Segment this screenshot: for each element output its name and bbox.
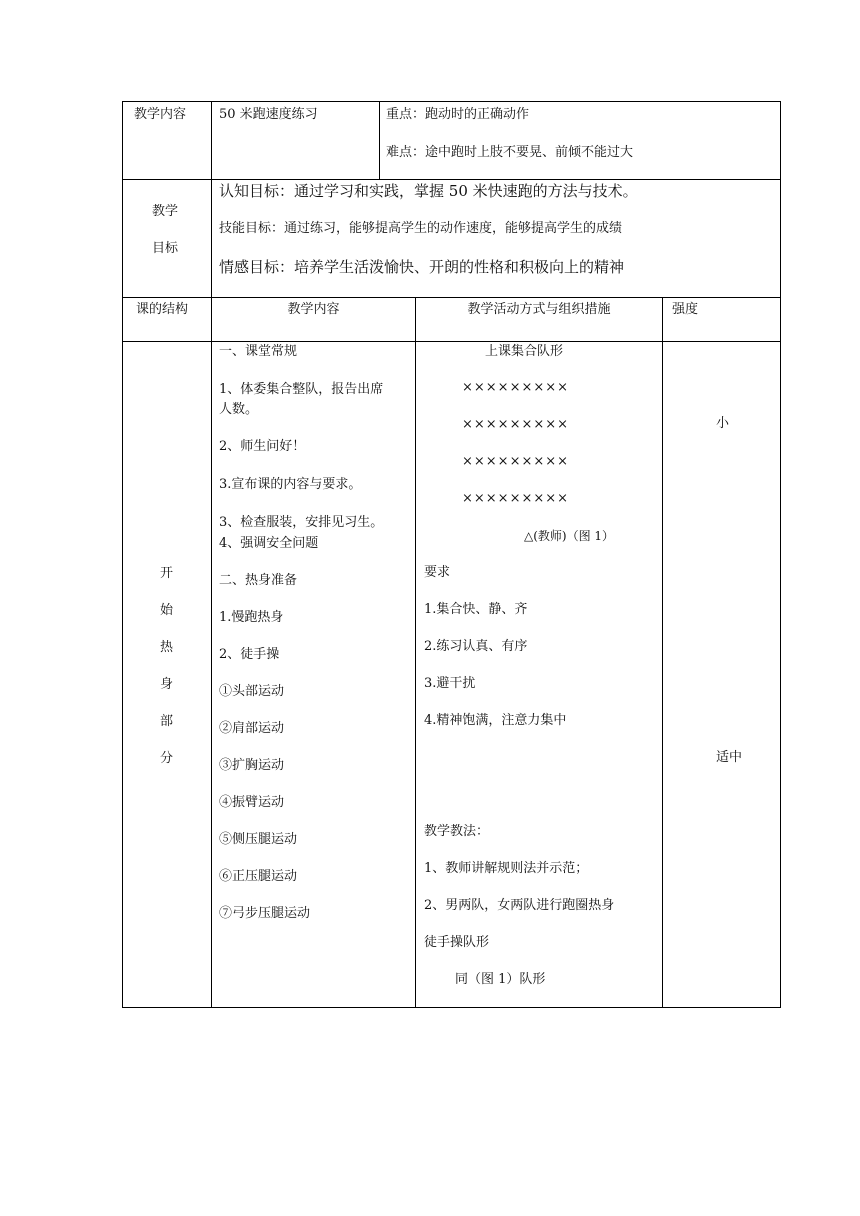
requirements-title: 要求 [424,565,451,580]
header-structure: 课的结构 [136,302,189,317]
requirement-item: 3.避干扰 [424,676,476,691]
difficulty-point: 难点：途中跑时上肢不要晃、前倾不能过大 [386,145,634,160]
section-label-char: 热 [160,640,174,655]
exercise-item: ⑥正压腿运动 [219,869,298,884]
formation-row: ××××××××× [462,380,570,395]
formation-row: ××××××××× [462,491,570,506]
content-item: 4、强调安全问题 [219,536,319,551]
exercise-item: ④振臂运动 [219,795,285,810]
content-item: 2、徒手操 [219,647,280,662]
row-divider-1 [122,179,781,180]
table-border-right [780,101,781,1008]
section-label-char: 身 [160,677,174,692]
method-item: 1、教师讲解规则法并示范； [424,861,589,876]
header-content: 教学内容 [287,302,340,317]
row-divider-2 [122,297,781,298]
header-intensity: 强度 [672,302,699,317]
requirement-item: 1.集合快、静、齐 [424,602,528,617]
formation-title: 上课集合队形 [485,344,564,359]
method-item: 2、男两队，女两队进行跑圈热身 [424,898,615,913]
section-label-char: 开 [160,566,174,581]
row-divider-3 [122,341,781,342]
col-divider-topic [379,101,380,180]
content-item: 3.宣布课的内容与要求。 [219,477,362,492]
method-title: 教学教法： [424,824,490,839]
section-label-char: 分 [160,751,174,766]
exercise-item: ③扩胸运动 [219,758,285,773]
formation-row: ××××××××× [462,454,570,469]
objectives-label-2: 目标 [152,241,179,256]
content-item: 1、体委集合整队，报告出席 [219,382,384,397]
exercise-item: ⑦弓步压腿运动 [219,906,311,921]
content-item: 1.慢跑热身 [219,610,284,625]
section-label-char: 始 [160,603,174,618]
content-item: 3、检查服装，安排见习生。 [219,515,384,530]
method-item: 同（图 1）队形 [455,972,546,987]
requirement-item: 4.精神饱满，注意力集中 [424,713,567,728]
emotion-objective: 情感目标：培养学生活泼愉快、开朗的性格和积极向上的精神 [219,258,625,276]
header-methods: 教学活动方式与组织措施 [467,302,611,317]
content-item: 人数。 [219,402,259,417]
intensity-mid: 适中 [716,750,743,765]
col-divider-methods [415,297,416,1008]
routine-title: 一、课堂常规 [219,344,298,359]
intensity-low: 小 [716,416,730,431]
method-item: 徒手操队形 [424,935,490,950]
table-border-top [122,101,781,102]
content-item: 2、师生问好！ [219,439,306,454]
lesson-topic: 50 米跑速度练习 [219,107,318,122]
warmup-title: 二、热身准备 [219,573,298,588]
cognitive-objective: 认知目标：通过学习和实践，掌握 50 米快速跑的方法与技术。 [219,182,638,200]
exercise-item: ⑤侧压腿运动 [219,832,298,847]
objectives-label-1: 教学 [152,204,179,219]
skill-objective: 技能目标：通过练习，能够提高学生的动作速度，能够提高学生的成绩 [219,221,623,236]
col-divider-intensity [662,297,663,1008]
teaching-content-label: 教学内容 [134,107,187,122]
table-border-bottom [122,1007,781,1008]
formation-row: ××××××××× [462,417,570,432]
teacher-marker: △(教师)（图 1） [524,529,615,543]
section-label-char: 部 [160,714,174,729]
exercise-item: ①头部运动 [219,684,285,699]
table-border-left [122,101,123,1008]
exercise-item: ②肩部运动 [219,721,285,736]
requirement-item: 2.练习认真、有序 [424,639,528,654]
col-divider-label [211,101,212,1008]
key-point: 重点：跑动时的正确动作 [386,107,530,122]
